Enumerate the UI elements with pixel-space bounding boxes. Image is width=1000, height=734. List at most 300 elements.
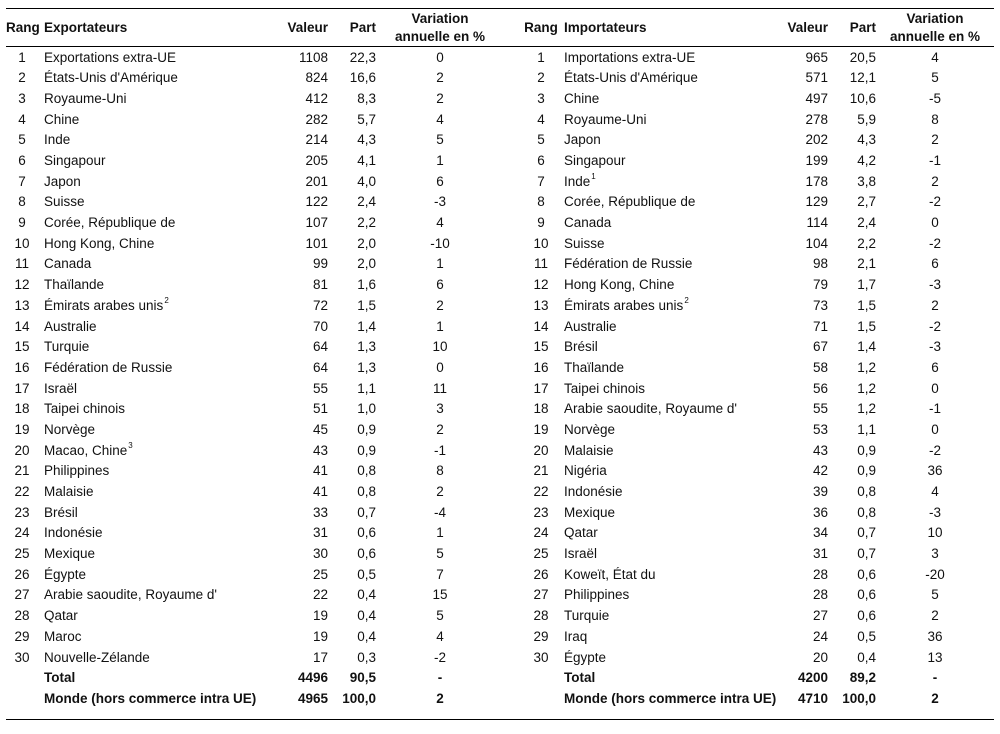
value-cell [776,419,828,440]
table-row [524,626,994,647]
country-cell [38,378,270,399]
rank-cell [524,150,558,171]
table-row [524,585,994,606]
variation-cell-text: -1 [433,442,446,458]
share-cell-text: 1,4 [357,318,376,334]
rank-cell [6,88,38,109]
variation-cell [876,647,994,668]
share-cell-text: 90,5 [349,670,376,686]
variation-cell-text: 2 [436,690,444,706]
rank-cell [524,171,558,192]
header-part: Part [349,20,376,36]
rank-cell-text: 27 [14,587,30,603]
share-cell-text: 20,5 [849,49,876,65]
variation-cell-text: 0 [931,421,939,437]
value-cell [270,109,328,130]
importers-totals [524,668,994,709]
rank-cell-text: 29 [14,628,30,644]
value-cell [776,109,828,130]
rank-cell-text: 28 [14,608,30,624]
share-cell-text: 0,7 [857,525,876,541]
value-cell [270,564,328,585]
value-cell-text: 824 [305,70,328,86]
share-cell-text: 0,7 [357,504,376,520]
rank-cell [524,316,558,337]
header-rang: Rang [6,20,40,36]
value-cell [270,668,328,689]
share-cell [828,233,876,254]
rank-cell [524,378,558,399]
country-cell [558,378,776,399]
table-row [524,150,994,171]
rank-cell [6,275,38,296]
rank-cell [6,357,38,378]
table-row [524,109,994,130]
variation-cell-text: 1 [436,525,444,541]
share-cell-text: 1,1 [857,421,876,437]
country-cell-text: Total [564,670,596,686]
rank-cell [6,606,38,627]
country-cell [558,544,776,565]
rank-cell-text: 26 [14,566,30,582]
country-cell [38,481,270,502]
variation-cell [376,419,504,440]
country-cell-text: Indonésie [564,484,623,500]
variation-cell-text: 36 [927,463,943,479]
header-valeur: Valeur [787,20,828,36]
country-cell-text: Australie [44,318,97,334]
rank-cell-text: 22 [533,484,549,500]
rank-cell [6,378,38,399]
rank-cell [6,171,38,192]
table-row [6,316,504,337]
country-cell [558,606,776,627]
share-cell [328,399,376,420]
table-row [524,68,994,89]
country-cell-text: Mexique [564,504,616,520]
variation-cell [876,668,994,689]
rank-cell-text: 11 [14,256,29,272]
country-cell [38,502,270,523]
table-row [524,295,994,316]
variation-cell [876,316,994,337]
share-cell [328,357,376,378]
importers-header-row [524,9,994,47]
rank-cell [6,150,38,171]
rank-cell [6,502,38,523]
variation-cell-text: -3 [433,194,446,210]
table-row [524,544,994,565]
table-row [524,564,994,585]
rank-cell [524,88,558,109]
value-cell-text: 571 [805,70,828,86]
share-cell-text: 2,1 [857,256,876,272]
share-cell-text: 0,8 [857,484,876,500]
country-cell-text: Monde (hors commerce intra UE) [44,690,257,706]
share-cell-text: 1,7 [857,277,876,293]
country-cell [38,564,270,585]
share-cell-text: 0,4 [357,608,376,624]
share-cell-text: 0,9 [857,442,876,458]
table-row [524,502,994,523]
value-cell-text: 19 [312,608,328,624]
share-cell-text: 1,0 [357,401,376,417]
value-cell [776,668,828,689]
table-row [6,150,504,171]
rank-cell [6,688,38,709]
value-cell-text: 129 [805,194,828,210]
rank-cell-text: 27 [533,587,549,603]
rank-cell-text: 4 [537,111,545,127]
rank-cell [524,668,558,689]
value-cell-text: 24 [812,628,828,644]
rank-cell-text: 1 [18,49,26,65]
country-cell-text: Iraq [564,628,588,644]
rank-cell-text: 15 [14,339,30,355]
rank-cell [6,192,38,213]
share-cell [328,295,376,316]
table-row [524,88,994,109]
variation-cell-text: 15 [432,587,448,603]
share-cell [328,523,376,544]
value-cell [270,523,328,544]
share-cell-text: 4,0 [357,173,376,189]
value-cell-text: 53 [812,421,828,437]
value-cell-text: 51 [312,401,328,417]
rank-cell [6,130,38,151]
value-cell [776,502,828,523]
value-cell [270,357,328,378]
variation-cell [376,440,504,461]
value-cell [776,606,828,627]
importers-table [524,9,994,709]
value-cell [776,130,828,151]
share-cell-text: 0,5 [357,566,376,582]
value-cell [776,275,828,296]
value-cell [776,626,828,647]
table-row [6,109,504,130]
table-row [6,419,504,440]
rank-cell [6,461,38,482]
rank-cell [524,481,558,502]
country-cell-text: Turquie [44,339,90,355]
rank-cell-text: 9 [537,215,545,231]
importers-panel [524,0,994,734]
table-row [524,275,994,296]
share-cell-text: 1,2 [857,380,876,396]
table-row [6,357,504,378]
country-cell-text: Arabie saoudite, Royaume d' [564,401,737,417]
country-cell [38,88,270,109]
variation-cell [876,213,994,234]
share-cell-text: 5,9 [857,111,876,127]
table-row [524,130,994,151]
value-cell [776,357,828,378]
country-cell [558,233,776,254]
share-cell [828,461,876,482]
table-row [6,626,504,647]
share-cell [328,419,376,440]
country-cell-text: Émirats arabes unis [564,297,684,313]
table-row [524,606,994,627]
variation-cell [376,378,504,399]
rank-cell [6,564,38,585]
rank-cell-text: 5 [537,132,545,148]
value-cell [270,275,328,296]
country-cell [558,130,776,151]
variation-cell-text: 2 [931,690,939,706]
total-row [524,668,994,689]
rank-cell-text: 5 [18,132,26,148]
rank-cell-text: 30 [14,649,30,665]
value-cell [776,150,828,171]
rank-cell-text: 10 [533,235,549,251]
variation-cell-text: 0 [931,215,939,231]
value-cell-text: 73 [812,297,828,313]
header-rang: Rang [524,20,558,36]
rank-cell [524,109,558,130]
footnote-marker: 3 [128,440,133,450]
rank-cell [524,130,558,151]
header-variation [376,9,504,47]
table-row [524,254,994,275]
rank-cell-text: 9 [18,215,26,231]
country-cell-text: Norvège [44,421,96,437]
share-cell [328,109,376,130]
share-cell [328,316,376,337]
header-importateurs: Importateurs [564,20,647,36]
rank-cell [524,192,558,213]
share-cell-text: 1,1 [357,380,376,396]
variation-cell [376,337,504,358]
rank-cell [524,626,558,647]
value-cell [270,316,328,337]
share-cell-text: 0,4 [357,628,376,644]
share-cell-text: 4,3 [857,132,876,148]
share-cell [328,502,376,523]
country-cell [38,316,270,337]
share-cell [328,688,376,709]
table-row [524,399,994,420]
variation-cell [876,88,994,109]
share-cell [828,192,876,213]
table-row [524,213,994,234]
variation-cell-text: 6 [931,256,939,272]
share-cell-text: 4,2 [857,153,876,169]
value-cell-text: 19 [312,628,328,644]
rank-cell [524,523,558,544]
header-variation-line1: Variation [411,10,469,26]
rank-cell-text: 8 [18,194,26,210]
footnote-marker: 2 [684,295,689,305]
share-cell [828,419,876,440]
rank-cell-text: 6 [537,153,545,169]
country-cell [38,357,270,378]
variation-cell [376,68,504,89]
variation-cell [876,275,994,296]
variation-cell-text: 4 [931,49,939,65]
country-cell [558,295,776,316]
value-cell [270,647,328,668]
country-cell-text: Chine [44,111,80,127]
rank-cell-text: 19 [533,421,549,437]
value-cell-text: 31 [812,546,828,562]
rank-cell-text: 3 [18,90,26,106]
value-cell [270,295,328,316]
country-cell [38,399,270,420]
share-cell-text: 1,5 [857,318,876,334]
value-cell-text: 28 [812,587,828,603]
variation-cell [876,419,994,440]
value-cell-text: 22 [312,587,328,603]
variation-cell [376,461,504,482]
rank-cell [6,440,38,461]
country-cell-text: Norvège [564,421,616,437]
variation-cell [876,502,994,523]
table-row [6,275,504,296]
country-cell [38,544,270,565]
share-cell-text: 8,3 [357,90,376,106]
share-cell [328,130,376,151]
share-cell [828,150,876,171]
variation-cell [876,233,994,254]
variation-cell [876,626,994,647]
share-cell-text: 0,6 [857,566,876,582]
value-cell [270,68,328,89]
country-cell-text: Nigéria [564,463,607,479]
value-cell [270,688,328,709]
table-row [6,68,504,89]
value-cell [776,295,828,316]
variation-cell [376,88,504,109]
country-cell [38,626,270,647]
country-cell [38,668,270,689]
country-cell-text: Thaïlande [564,359,625,375]
country-cell [558,357,776,378]
header-variation-line2: annuelle en % [889,29,981,44]
value-cell [776,213,828,234]
country-cell-text: Philippines [44,463,110,479]
rank-cell-text: 3 [537,90,545,106]
country-cell [558,88,776,109]
value-cell-text: 55 [812,401,828,417]
value-cell [270,150,328,171]
table-row [6,481,504,502]
country-cell-text: Royaume-Uni [564,111,647,127]
value-cell [270,192,328,213]
share-cell-text: 2,4 [357,194,376,210]
variation-cell [876,68,994,89]
variation-cell-text: -10 [430,235,450,251]
share-cell [828,88,876,109]
variation-cell-text: 2 [436,421,444,437]
country-cell-text: Japon [564,132,601,148]
variation-cell-text: -2 [928,194,941,210]
country-cell [38,254,270,275]
share-cell-text: 2,0 [357,235,376,251]
rank-cell [524,233,558,254]
total-row [6,688,504,709]
rank-cell-text: 6 [18,153,26,169]
value-cell-text: 412 [305,90,328,106]
variation-cell-text: 8 [436,463,444,479]
country-cell [38,461,270,482]
country-cell [38,419,270,440]
value-cell [270,130,328,151]
share-cell [828,337,876,358]
rank-cell-text: 21 [533,463,549,479]
variation-cell-text: 2 [436,90,444,106]
country-cell [38,585,270,606]
value-cell [776,254,828,275]
country-cell-text: Indonésie [44,525,103,541]
country-cell [558,171,776,192]
share-cell [328,564,376,585]
table-row [524,192,994,213]
country-cell-text: Macao, Chine [44,442,128,458]
table-row [524,419,994,440]
value-cell [776,47,828,68]
table-row [6,544,504,565]
share-cell-text: 1,2 [857,401,876,417]
value-cell [776,440,828,461]
share-cell-text: 12,1 [849,70,876,86]
country-cell-text: Exportations extra-UE [44,49,177,65]
country-cell [558,461,776,482]
variation-cell [876,461,994,482]
rank-cell [524,295,558,316]
variation-cell [876,399,994,420]
share-cell-text: 1,5 [357,297,376,313]
country-cell-text: Mexique [44,546,96,562]
share-cell [828,626,876,647]
variation-cell-text: 6 [436,173,444,189]
value-cell [270,440,328,461]
country-cell [558,647,776,668]
share-cell [828,213,876,234]
variation-cell [376,254,504,275]
share-cell [328,668,376,689]
country-cell-text: Fédération de Russie [564,256,693,272]
country-cell [558,585,776,606]
value-cell [776,461,828,482]
country-cell-text: Qatar [44,608,78,624]
table-row [524,523,994,544]
table-row [6,647,504,668]
value-cell [776,585,828,606]
share-cell [328,606,376,627]
rank-cell [524,213,558,234]
value-cell-text: 31 [312,525,328,541]
rank-cell-text: 2 [537,70,545,86]
rank-cell-text: 16 [533,359,549,375]
share-cell-text: 1,5 [857,297,876,313]
country-cell [558,316,776,337]
variation-cell [876,523,994,544]
table-row [524,357,994,378]
value-cell [776,688,828,709]
country-cell [38,150,270,171]
country-cell [558,275,776,296]
country-cell-text: Malaisie [44,484,94,500]
rank-cell [6,626,38,647]
value-cell-text: 104 [805,235,828,251]
country-cell-text: Koweït, État du [564,566,656,582]
variation-cell-text: 5 [436,546,444,562]
country-cell-text: États-Unis d'Amérique [564,70,698,86]
exporters-body [6,47,504,668]
share-cell [828,564,876,585]
